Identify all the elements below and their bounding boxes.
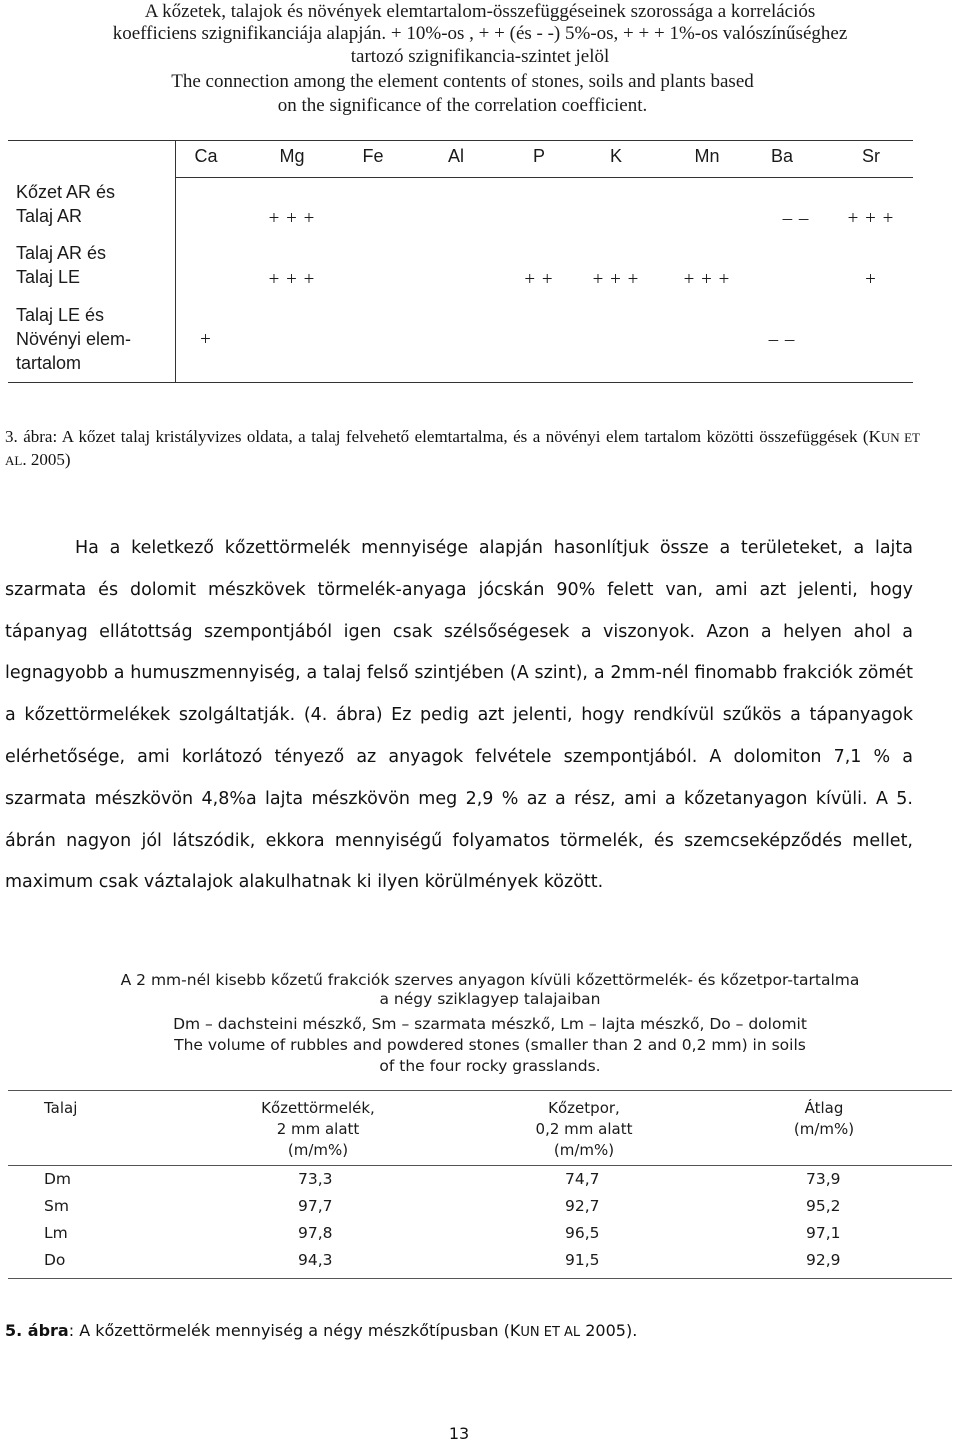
figure3-title-line: on the significance of the correlation coefficient. [277,95,648,116]
talaj-cell: Lm [44,1224,68,1242]
figure3-row-label [16,180,115,228]
figure3-cell: – – [782,208,810,229]
talaj-cell: Do [44,1251,66,1269]
figure5-col-header [218,1098,418,1161]
table-row [0,1224,960,1251]
table-row [0,1251,960,1278]
figure3-col-header: Ca [194,146,218,166]
row-label-line: Talaj AR és [16,243,107,263]
value-cell: 94,3 [298,1251,333,1269]
figure3-caption [5,426,920,472]
figure3-col-header: P [532,146,545,166]
talaj-cell: Sm [44,1197,69,1215]
figure3-cell: – – [768,329,796,350]
figure5-caption [5,1320,637,1344]
value-cell: 97,1 [806,1224,841,1242]
figure3-cell: + + [524,269,554,290]
row-label-line: Növényi elem- [16,329,132,349]
figure5-header-rule [8,1165,952,1166]
figure3-title-line: The connection among the element contents of stones, soils and plants based [171,71,754,92]
figure5-bottom-rule [8,1278,952,1279]
figure5-title-line: a négy sziklagyep talajaiban [379,990,601,1008]
figure3-row-label [16,241,106,289]
figure5-col-header [44,1098,77,1119]
figure3-col-header: Mn [694,146,720,166]
value-cell: 97,7 [298,1197,333,1215]
figure5-col-header [484,1098,684,1161]
caption-text: : A kőzettörmelék mennyiség a négy mészkőtípusban (K [68,1321,521,1340]
figure3-col-header: Al [447,146,464,166]
figure3-col-header: Sr [862,146,880,166]
value-cell: 92,9 [806,1251,841,1269]
caption-text: 2005). [580,1321,638,1340]
value-cell: 73,3 [298,1170,333,1188]
figure3-cell: + + + [268,269,316,290]
figure3-bottom-rule [8,382,913,383]
figure3-cell: + [865,269,877,290]
caption-text: 3. ábra: A kőzet talaj kristályvizes oldata, a talaj felvehető elemtartalma, és a növényi elem tartalom közötti összefüggések (K [5,427,881,446]
figure3-title-line: koefficiens szignifikanciája alapján. + 10%-os , + + (és - -) 5%-os, + + + 1%-os valószínűséghez [112,23,848,44]
figure3-cell: + + + [683,269,731,290]
header-line: (m/m%) [793,1120,855,1138]
header-line: 0,2 mm alatt [535,1120,633,1138]
figure3-title-line: tartozó szignifikancia-szintet jelöl [350,46,610,67]
figure5-title-line: Dm – dachsteini mészkő, Sm – szarmata mészkő, Lm – lajta mészkő, Do – dolomit [173,1015,807,1033]
row-label-line: tartalom [16,353,82,373]
value-cell: 95,2 [806,1197,841,1215]
header-line: Átlag [804,1099,844,1117]
body-paragraph: Ha a keletkező kőzettörmelék mennyisége alapján hasonlítjuk össze a területeket, a lajta szarmata és dolomit mészkövek törmelék-anyaga jócskán 90% felett van, ami azt jelenti, hogy tápanyag ellátottság szempontjából igen csak szélsőségesek a viszonyok. Azon a helyen ahol a legnagyobb a humuszmennyiség, a talaj felső szintjében (A szint), a 2mm-nél finomabb frakciók zömét a kőzettörmelékek szolgáltatják. (4. ábra) Ez pedig azt jelenti, hogy rendkívül szűkös a tápanyagok elérhetősége, ami korlátozó tényező az anyagok felvétele szempontjából. A dolomiton 7,1 % a szarmata mészkövön 4,8%a lajta mészkövön meg 2,9 % az a rész, ami a kőzetanyagon kívüli. A 5. ábrán nagyon jól látszódik, ekkora mennyiségű folyamatos törmelék, és szemcseképződés mellet, maximum csak váztalajok alakulhatnak ki ilyen körülmények között. [5,538,913,893]
page-number: 13 [448,1424,470,1443]
talaj-cell: Dm [44,1170,72,1188]
row-label-line: Talaj LE és [16,305,105,325]
figure3-row-label [16,303,131,375]
caption-smallcaps: UN ET AL [520,1325,581,1340]
figure3-top-rule [8,140,913,141]
row-label-line: Talaj LE [16,267,81,287]
table-row [0,1197,960,1224]
figure3-col-header: Fe [362,146,384,166]
value-cell: 96,5 [565,1224,600,1242]
value-cell: 97,8 [298,1224,333,1242]
figure3-col-header: Ba [770,146,794,166]
value-cell: 74,7 [565,1170,600,1188]
figure5-title-line: A 2 mm-nél kisebb kőzetű frakciók szerves anyagon kívüli kőzettörmelék- és kőzetpor-tartalma [120,971,860,989]
figure5-col-header [744,1098,904,1140]
figure3-cell: + + + [592,269,640,290]
figure5-title-line: of the four rocky grasslands. [379,1057,601,1075]
header-line: Talaj [44,1099,78,1117]
header-line: (m/m%) [287,1141,349,1159]
figure3-header-rule [176,177,913,178]
figure3-cell: + + + [268,208,316,229]
caption-smallcaps: UN ET AL [5,430,920,468]
figure3-title-line: A kőzetek, talajok és növények elemtartalom-összefüggéseinek szorossága a korrelációs [144,1,816,22]
figure5-top-rule [8,1090,952,1091]
header-line: 2 mm alatt [276,1120,360,1138]
header-line: Kőzettörmelék, [261,1099,375,1117]
figure3-col-header: K [609,146,622,166]
row-label-line: Talaj AR [16,206,83,226]
value-cell: 73,9 [806,1170,841,1188]
figure5-title-line: The volume of rubbles and powdered stones (smaller than 2 and 0,2 mm) in soils [174,1036,806,1054]
header-line: (m/m%) [553,1141,615,1159]
figure3-col-header: Mg [279,146,305,166]
caption-bold: 5. ábra [5,1321,69,1340]
header-line: Kőzetpor, [548,1099,620,1117]
value-cell: 91,5 [565,1251,600,1269]
figure3-cell: + + + [847,208,895,229]
table-row [0,1170,960,1197]
value-cell: 92,7 [565,1197,600,1215]
figure3-cell: + [200,329,212,350]
caption-text: . 2005) [22,450,71,469]
row-label-line: Kőzet AR és [16,182,116,202]
